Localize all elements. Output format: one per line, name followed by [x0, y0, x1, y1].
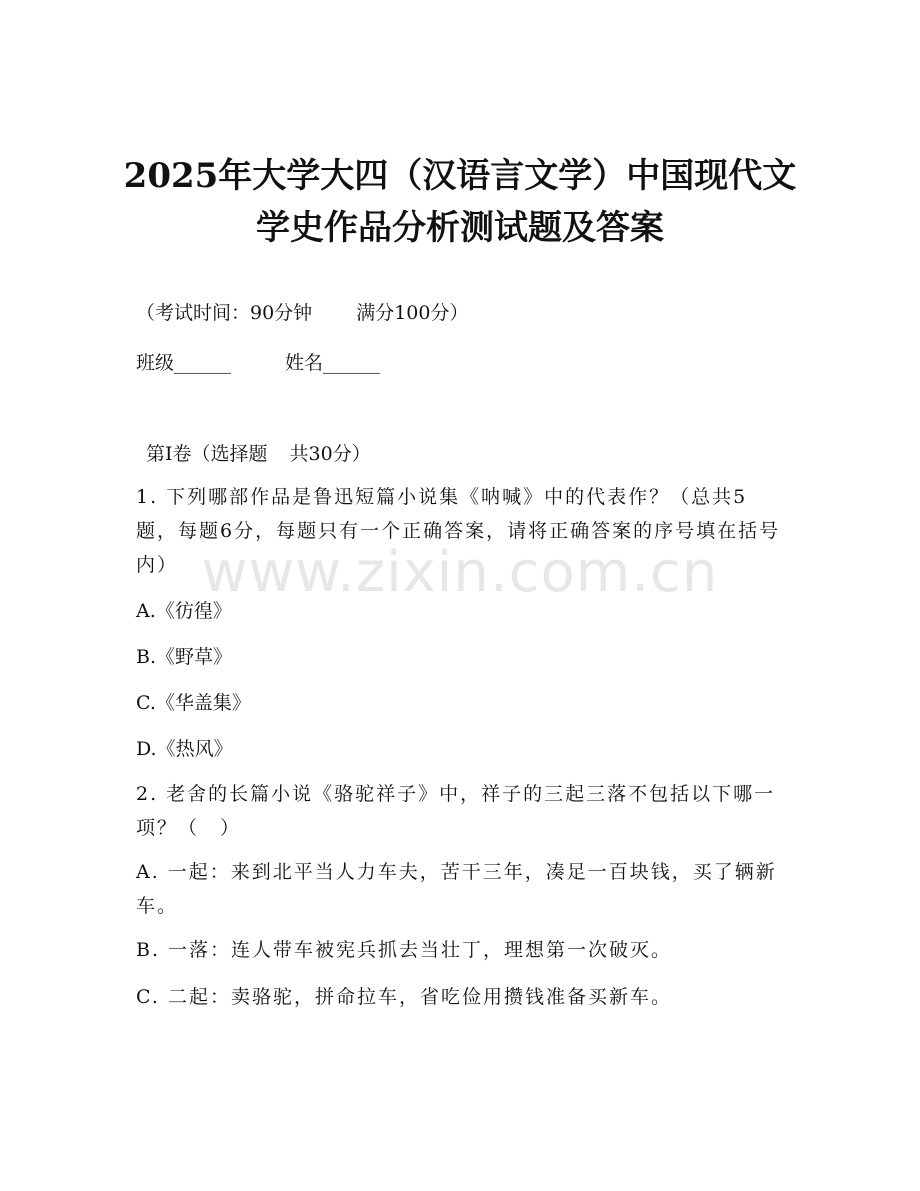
- student-info: [136, 352, 380, 374]
- question-1-option-b: B.《野草》: [136, 646, 233, 668]
- title-line-1: 2025年大学大四（汉语言文学）中国现代文: [123, 156, 797, 196]
- question-1-stem: 1. 下列哪部作品是鲁迅短篇小说集《呐喊》中的代表作？（总共5题，每题6分，每题只有一个正确答案，请将正确答案的序号填在括号内）: [136, 486, 781, 576]
- class-field: 班级______: [136, 352, 232, 374]
- section-label: 第Ⅰ卷（选择题: [146, 443, 268, 465]
- question-1-option-c: C.《华盖集》: [136, 692, 251, 714]
- question-2-option-b: B. 一落：连人带车被宪兵抓去当壮丁，理想第一次破灭。: [136, 939, 673, 961]
- question-1-option-d: D.《热风》: [136, 738, 233, 760]
- section-heading: [146, 443, 371, 465]
- question-1-option-a: A.《彷徨》: [136, 600, 232, 622]
- title-line-2: 学史作品分析测试题及答案: [256, 208, 664, 248]
- page-title: [100, 150, 820, 254]
- question-2-option-c: C. 二起：卖骆驼，拼命拉车，省吃俭用攒钱准备买新车。: [136, 986, 672, 1008]
- exam-time: （考试时间：90分钟: [136, 302, 313, 324]
- exam-info: [136, 302, 468, 324]
- section-points: 共30分）: [289, 443, 371, 465]
- exam-score: 满分100分）: [356, 302, 469, 324]
- name-field: 姓名______: [285, 352, 381, 374]
- watermark: www.zixin.com.cn: [201, 540, 719, 605]
- question-2-stem: 2. 老舍的长篇小说《骆驼祥子》中，祥子的三起三落不包括以下哪一项？（ ）: [136, 783, 776, 839]
- question-2-option-a: A. 一起：来到北平当人力车夫，苦干三年，凑足一百块钱，买了辆新车。: [136, 861, 777, 917]
